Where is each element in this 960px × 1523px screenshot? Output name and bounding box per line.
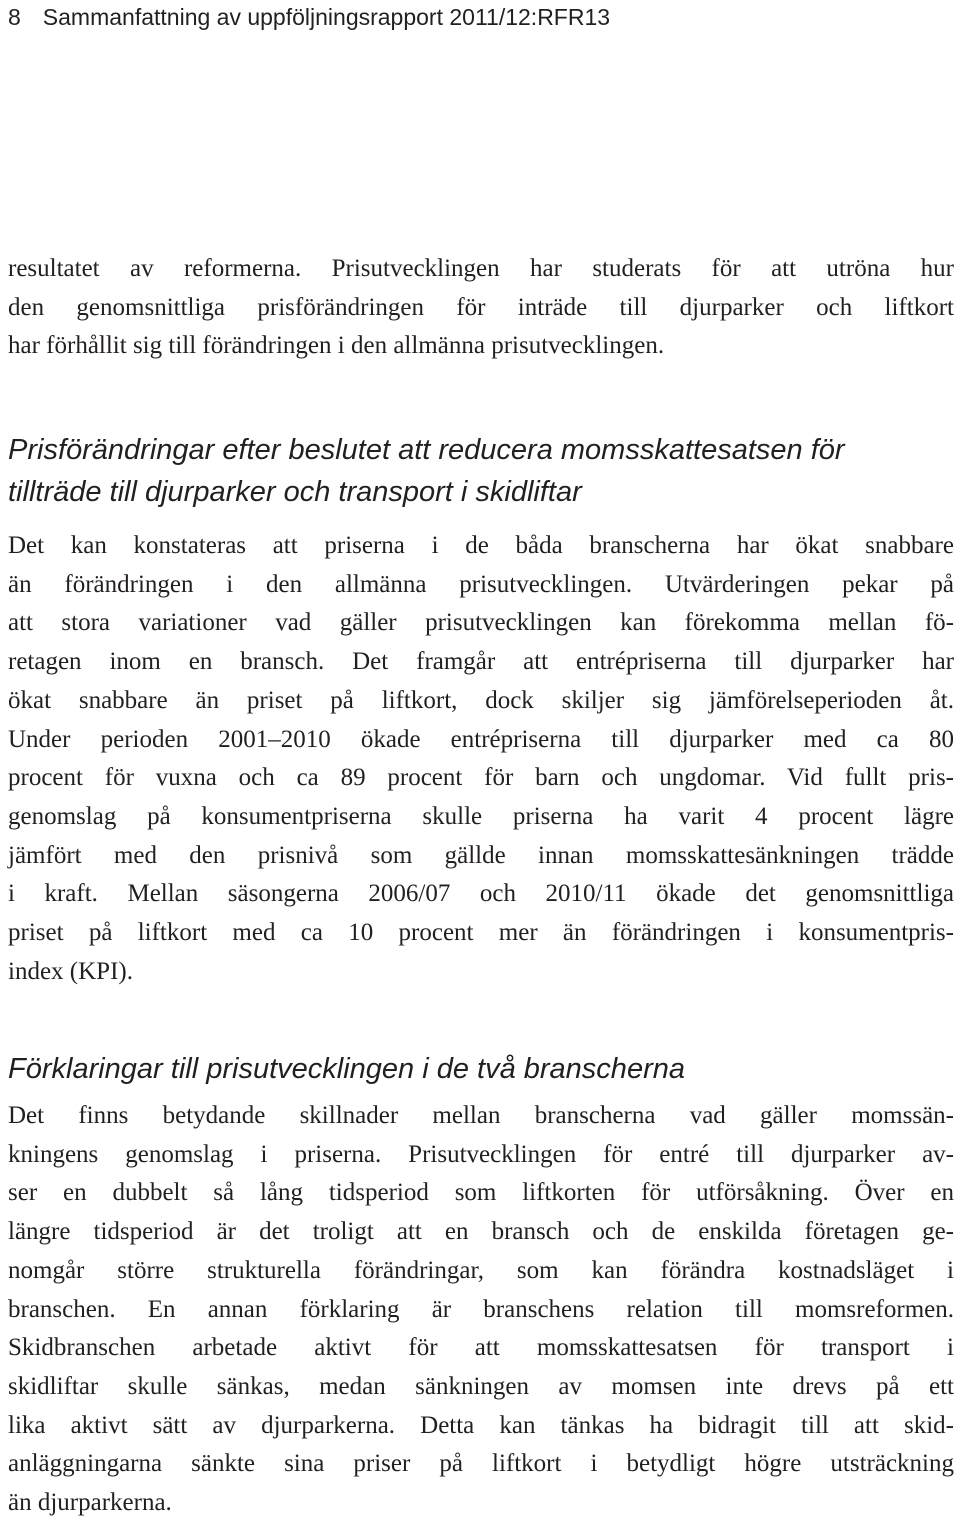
text-line: ser en dubbelt så lång tidsperiod som liftkorten för utförsåkning. Över en bbox=[8, 1179, 954, 1207]
text-line: än djurparkerna. bbox=[8, 1489, 172, 1517]
text-line: branschen. En annan förklaring är branschens relation till momsreformen. bbox=[8, 1295, 954, 1323]
running-title: Sammanfattning av uppföljningsrapport 2011/12:RFR13 bbox=[42, 4, 611, 30]
heading-line: tillträde till djurparker och transport i skidliftar bbox=[8, 476, 582, 508]
text-line: den genomsnittliga prisförändringen för inträde till djurparker och liftkort bbox=[8, 293, 954, 321]
text-line: priset på liftkort med ca 10 procent mer än förändringen i konsumentpris- bbox=[8, 919, 954, 947]
text-line: Under perioden 2001–2010 ökade entrépriserna till djurparker med ca 80 bbox=[8, 725, 954, 753]
explanations-paragraph bbox=[8, 1097, 954, 1523]
text-line: jämfört med den prisnivå som gällde innan momsskattesänkningen trädde bbox=[8, 841, 954, 869]
text-line: Det kan konstateras att priserna i de båda branscherna har ökat snabbare bbox=[8, 532, 954, 559]
page-number: 8 bbox=[8, 4, 21, 30]
text-line: retagen inom en bransch. Det framgår att entrépriserna till djurparker har bbox=[8, 648, 954, 676]
price-changes-paragraph bbox=[8, 527, 954, 991]
text-line: nomgår större strukturella förändringar, som kan förändra kostnadsläget i bbox=[8, 1256, 954, 1284]
text-line: i kraft. Mellan säsongerna 2006/07 och 2010/11 ökade det genomsnittliga bbox=[8, 880, 954, 908]
text-line: ökat snabbare än priset på liftkort, dock skiljer sig jämförelseperioden åt. bbox=[8, 686, 954, 714]
text-line: längre tidsperiod är det troligt att en bransch och de enskilda företagen ge- bbox=[8, 1218, 954, 1246]
text-line: index (KPI). bbox=[8, 957, 133, 985]
text-line: har förhållit sig till förändringen i den allmänna prisutvecklingen. bbox=[8, 332, 665, 360]
text-line: genomslag på konsumentpriserna skulle priserna ha varit 4 procent lägre bbox=[8, 802, 954, 830]
section-heading-explanations: Förklaringar till prisutvecklingen i de två branscherna bbox=[8, 1053, 685, 1085]
text-line: procent för vuxna och ca 89 procent för barn och ungdomar. Vid fullt pris- bbox=[8, 764, 954, 792]
page-header bbox=[8, 2, 610, 32]
text-line: resultatet av reformerna. Prisutvecklingen har studerats för att utröna hur bbox=[8, 255, 954, 282]
text-line: anläggningarna sänkte sina priser på liftkort i betydligt högre utsträckning bbox=[8, 1450, 954, 1478]
text-line: skidliftar skulle sänkas, medan sänkningen av momsen inte drevs på ett bbox=[8, 1372, 954, 1400]
text-line: Det finns betydande skillnader mellan branscherna vad gäller momssän- bbox=[8, 1102, 954, 1129]
text-line: lika aktivt sätt av djurparkerna. Detta kan tänkas ha bidragit till att skid- bbox=[8, 1411, 954, 1439]
heading-line: Prisförändringar efter beslutet att reducera momsskattesatsen för bbox=[8, 434, 845, 466]
text-line: än förändringen i den allmänna prisutvecklingen. Utvärderingen pekar på bbox=[8, 570, 954, 598]
text-line: Skidbranschen arbetade aktivt för att momsskattesatsen för transport i bbox=[8, 1334, 954, 1362]
text-line: att stora variationer vad gäller prisutvecklingen kan förekomma mellan fö- bbox=[8, 609, 954, 637]
text-line: kningens genomslag i priserna. Prisutvecklingen för entré till djurparker av- bbox=[8, 1140, 954, 1168]
section-heading-price-changes bbox=[8, 429, 845, 513]
intro-paragraph bbox=[8, 250, 954, 366]
